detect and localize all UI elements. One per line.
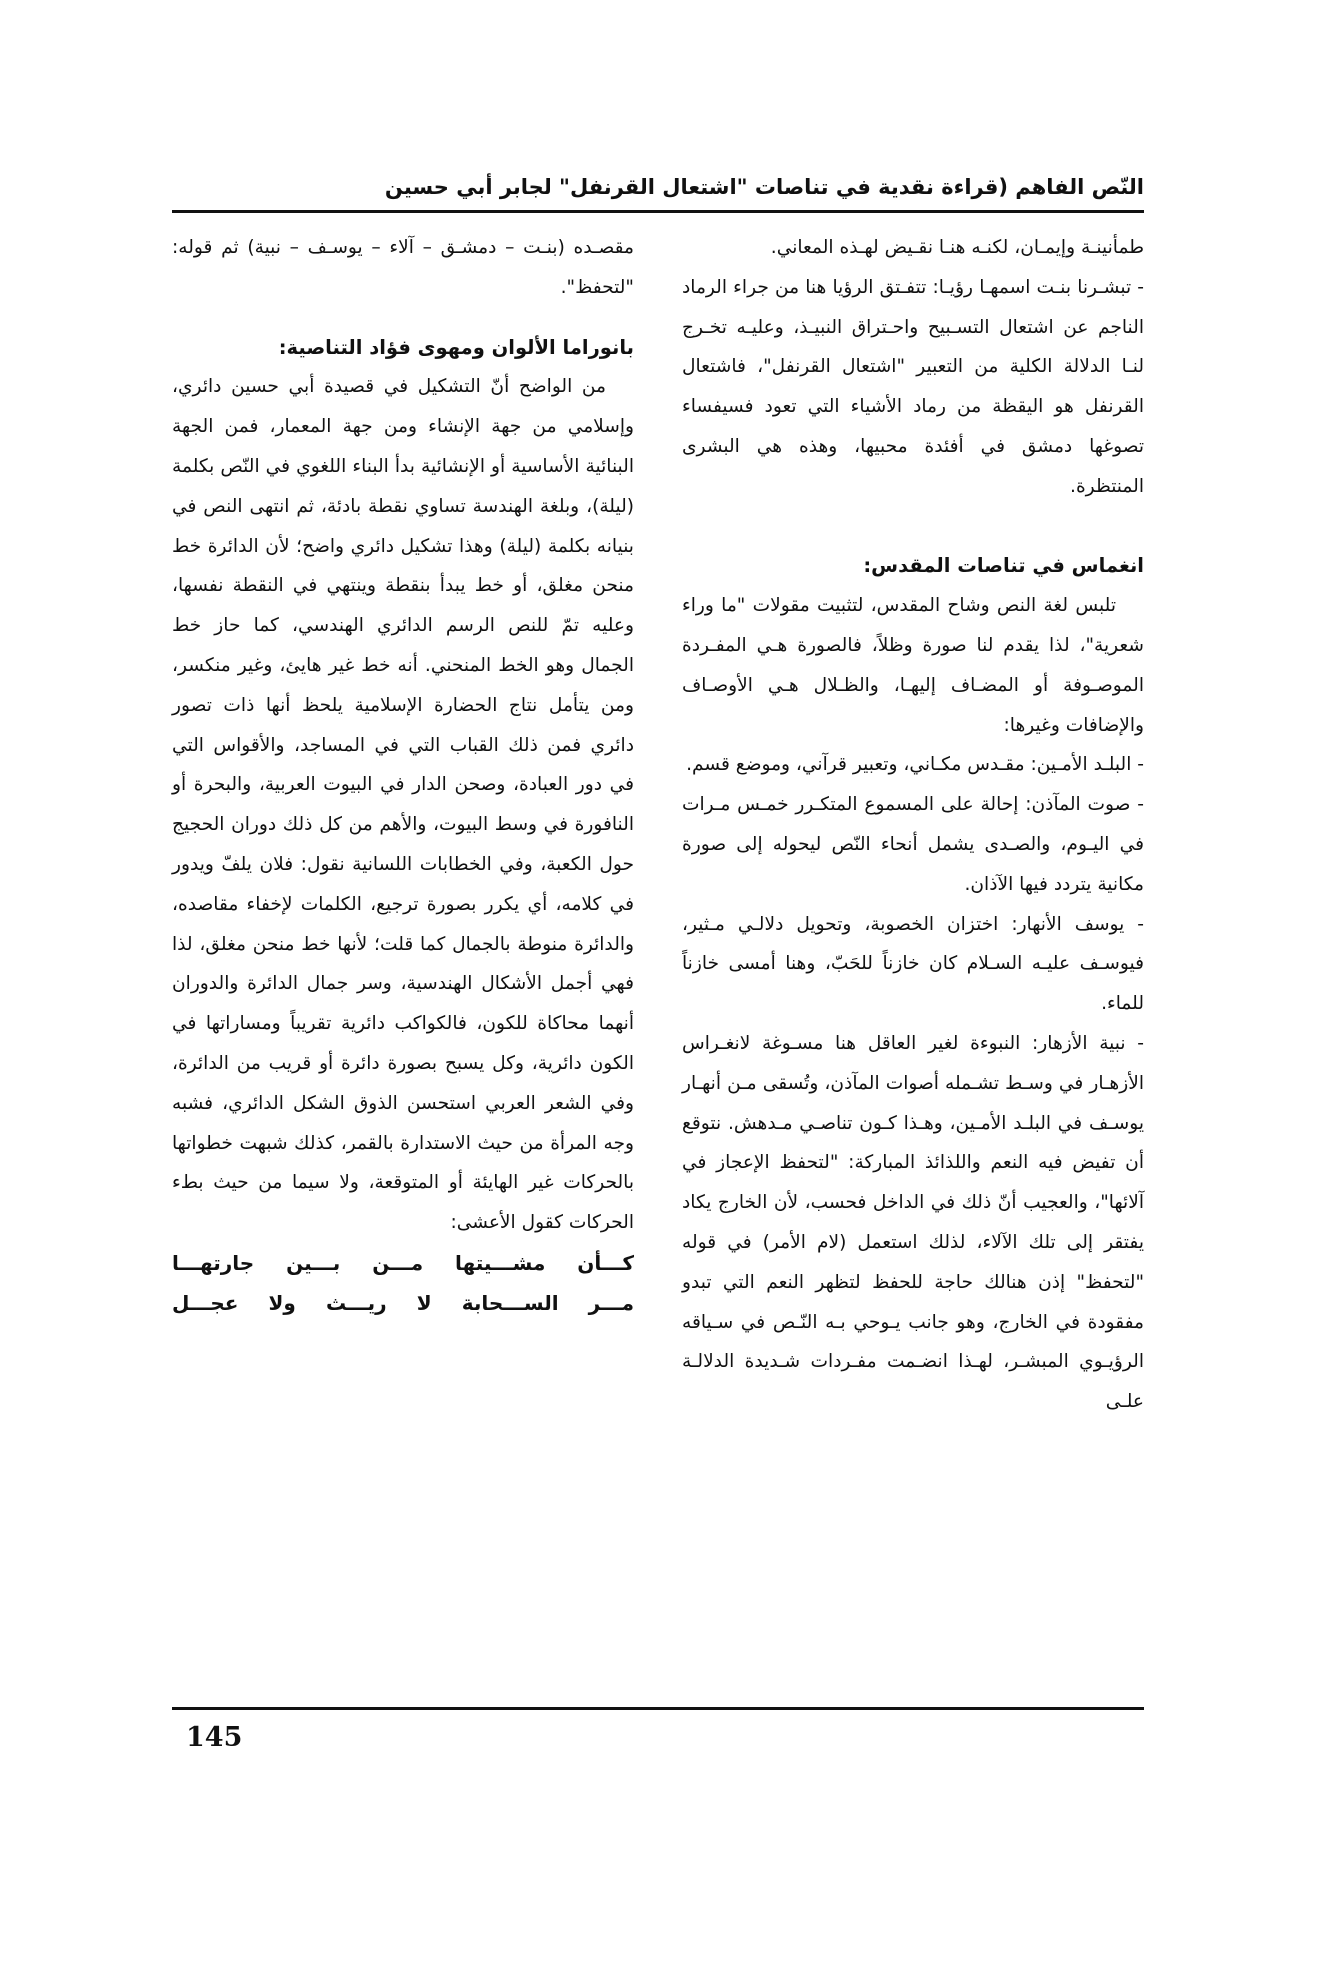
left-column: [172, 228, 634, 1323]
poem-line: كـــأن مشـــيتها مـــن بـــين جارتهـــا: [172, 1250, 634, 1275]
running-header: [172, 158, 1144, 208]
list-item: - تبشـرنا بنـت اسمهـا رؤيـا: تتفـتق الرؤيا هنا من جراء الرماد الناجم عن اشتعال التسـبيح واحـتراق النبيـذ، وعليـه تخـرج لنـا الدلالة الكلية من التعبير "اشتعال القرنفل"، فاشتعال القرنفل هو اليقظة من رماد الأشياء التي تعود فسيفساء تصوغها دمشق في أفئدة محبيها، وهذه هي البشرى المنتظرة.: [682, 276, 1144, 497]
list-item: - نبية الأزهار: النبوءة لغير العاقل هنا مسـوغة لانغـراس الأزهـار في وسـط تشـمله أصوات المآذن، وتُسقى مـن أنهـار يوسـف في البلـد الأمـين، وهـذا كـون تناصـي مـدهش. نتوقع أن تفيض فيه النعم واللذائذ المباركة: "لتحفظ الإعجاز في آلائها"، والعجيب أنّ ذلك في الداخل فحسب، لأن الخارج يكاد يفتقر إلى تلك الآلاء، لذلك استعمل (لام الأمر) في قوله "لتحفظ" إذن هنالك حاجة للحفظ لتظهر النعم التي تبدو مفقودة في الخارج، وهو جانب يـوحي بـه النّـص في سـياقه الرؤيـوي المبشـر، لهـذا انضـمت مفـردات شـديدة الدلالـة علـى: [682, 1032, 1144, 1413]
poem-verse: [172, 1243, 634, 1323]
right-column: [682, 228, 1144, 1422]
header-divider: [172, 210, 1144, 213]
page-number: 145: [186, 1722, 243, 1753]
list-item: - البلـد الأمـين: مقـدس مكـاني، وتعبير قرآني، وموضع قسم.: [686, 754, 1144, 776]
spacer: [172, 308, 634, 328]
paragraph: تلبس لغة النص وشاح المقدس، لتثبيت مقولات "ما وراء شعرية"، لذا يقدم لنا صورة وظلاً، فالصورة هـي المفـردة الموصـوفة أو المضـاف إليهـا، والظـلال هـي الأوصـاف والإضافات وغيرها:: [682, 595, 1144, 736]
list-item: - يوسف الأنهار: اختزان الخصوبة، وتحويل دلالـي مـثير، فيوسـف عليـه السـلام كان خازناً للحَبّ، وهنا أمسى خازناً للماء.: [682, 913, 1144, 1015]
footer-divider: [172, 1707, 1144, 1710]
spacer: [682, 507, 1144, 547]
section-heading: انغماس في تناصات المقدس:: [863, 554, 1144, 578]
paragraph: مقصـده (بنـت – دمشـق – آلاء – يوسـف – نبية) ثم قوله: "لتحفظ".: [172, 237, 634, 298]
header-title: النّص الفاهم (قراءة نقدية في تناصات "اشتعال القرنفل" لجابر أبي حسين: [384, 175, 1144, 199]
poem-line: مـــر الســـحابة لا ريـــث ولا عجـــل: [172, 1290, 634, 1315]
list-item: - صوت المآذن: إحالة على المسموع المتكـرر خمـس مـرات في اليـوم، والصـدى يشمل أنحاء النّص ليحوله إلى صورة مكانية يتردد فيها الآذان.: [682, 794, 1144, 895]
section-heading: بانوراما الألوان ومهوى فؤاد التناصية:: [278, 335, 634, 359]
paragraph: من الواضح أنّ التشكيل في قصيدة أبي حسين دائري، وإسلامي من جهة الإنشاء ومن جهة المعمار، فمن الجهة البنائية الأساسية أو الإنشائية بدأ البناء اللغوي في النّص بكلمة (ليلة)، وبلغة الهندسة تساوي نقطة بادئة، ثم انتهى النص في بنيانه بكلمة (ليلة) وهذا تشكيل دائري واضح؛ لأن الدائرة خط منحن مغلق، أو خط يبدأ بنقطة وينتهي في النقطة نفسها، وعليه تمّ للنص الرسم الدائري الهندسي، كما حاز خط الجمال وهو الخط المنحني. أنه خط غير هايئ، وغير منكسر، ومن يتأمل نتاج الحضارة الإسلامية يلحظ أنها ذات تصور دائري فمن ذلك القباب التي في المساجد، والأقواس التي في دور العبادة، وصحن الدار في البيوت العربية، والبحرة أو النافورة في وسط البيوت، والأهم من كل ذلك دوران الحجيج حول الكعبة، وفي الخطابات اللسانية نقول: فلان يلفّ ويدور في كلامه، أي يكرر بصورة ترجيع، الكلمات لإخفاء مقاصده، والدائرة منوطة بالجمال كما قلت؛ لأنها خط منحن مغلق، لذا فهي أجمل الأشكال الهندسية، وسر جمال الدائرة والدوران أنهما محاكاة للكون، فالكواكب دائرية تقريباً ومساراتها في الكون دائرية، وكل يسبح بصورة دائرة أو قريب من الدائرة، وفي الشعر العربي استحسن الذوق الشكل الدائري، فشبه وجه المرأة من حيث الاستدارة بالقمر، كذلك شبهت خطواتها بالحركات غير الهايئة أو المتوقعة، ولا سيما من حيث بطء الحركات كقول الأعشى:: [172, 376, 634, 1234]
paragraph: طمأنينـة وإيمـان، لكنـه هنـا نقـيض لهـذه المعاني.: [770, 237, 1144, 258]
